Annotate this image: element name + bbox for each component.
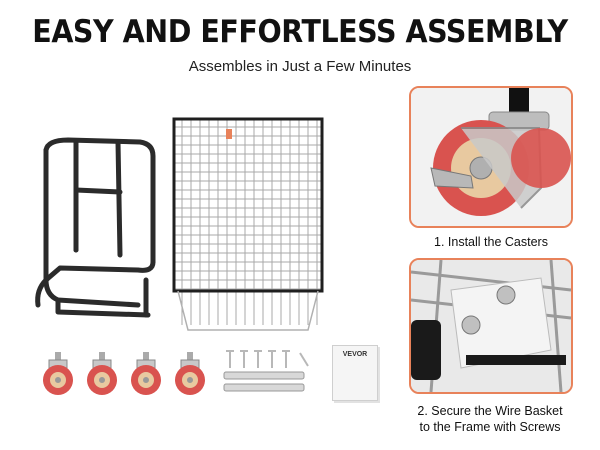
step-2-photo-panel [409,258,573,394]
caster-closeup-image [411,88,571,226]
wire-basket-image [168,115,328,335]
casters-image [40,350,215,400]
caster-wheel-3 [131,352,161,395]
step-2-caption-line-1: 2. Secure the Wire Basket [417,404,563,418]
brand-label: VEVOR [342,351,368,358]
headline: EASY AND EFFORTLESS ASSEMBLY [32,14,568,50]
step-2-caption-line-2: to the Frame with Screws [419,420,561,434]
basket-mounting-closeup-image [411,260,571,392]
step-1-photo-panel [409,86,573,228]
caster-wheel-4 [175,352,205,395]
step-1-caption: 1. Install the Casters [434,235,548,249]
instruction-manual-image [332,345,378,401]
caster-wheel-1 [43,352,73,395]
subheadline: Assembles in Just a Few Minutes [188,58,412,75]
step-2-caption [400,403,580,435]
mounting-plates-image [222,370,312,394]
caster-wheel-2 [87,352,117,395]
tubular-frame-image [28,130,163,320]
